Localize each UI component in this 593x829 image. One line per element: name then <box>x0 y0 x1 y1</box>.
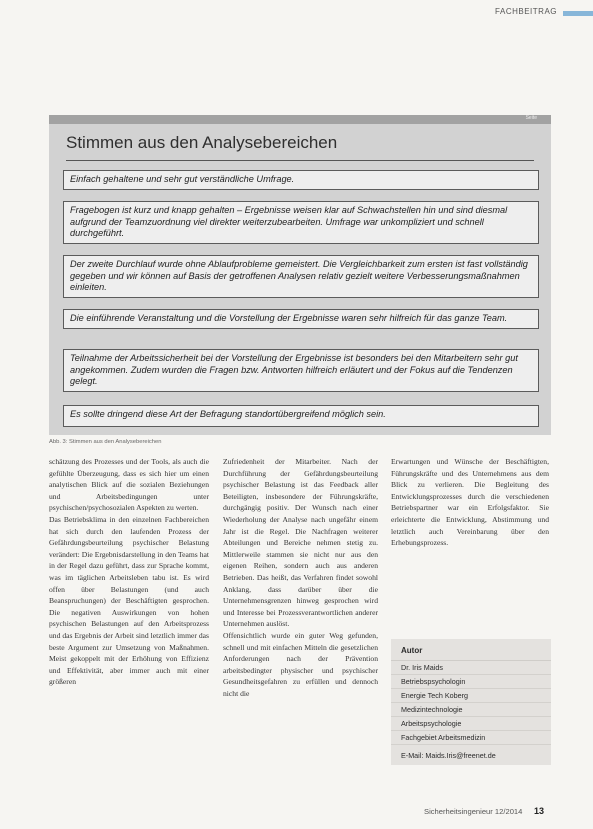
quote-box: Einfach gehaltene und sehr gut verständliche Umfrage. <box>63 170 539 190</box>
figure-caption: Abb. 3: Stimmen aus den Analysebereichen <box>49 439 162 445</box>
figure-title: Stimmen aus den Analysebereichen <box>66 133 338 152</box>
author-line: Arbeitspsychologie <box>391 717 551 731</box>
author-line: Dr. Iris Maids <box>391 661 551 675</box>
quotes-figure <box>49 115 551 435</box>
text-column-1 <box>49 456 209 688</box>
author-line: Betriebspsychologin <box>391 675 551 689</box>
author-line: Fachgebiet Arbeitsmedizin <box>391 731 551 745</box>
quote-box: Der zweite Durchlauf wurde ohne Ablaufprobleme gemeistert. Die Vergleichbarkeit zum ersten ist fast vollständig gegeben und wir können auf Basis der getroffenen Analysen relativ gezielt weitere Verbesserungsmaßnahmen einleiten. <box>63 255 539 298</box>
quote-box: Es sollte dringend diese Art der Befragung standortübergreifend möglich sein. <box>63 405 539 427</box>
paragraph: Zufriedenheit der Mitarbeiter. Nach der Durchführung der Gefährdungsbeurteilung psychischer Belastung ist das Feedback aller Beteiligten, insbesondere der Führungskräfte, durchgängig positiv. Der Wunsch nach einer Wiederholung der Analyse nach ungefähr einem Jahr ist die Regel. Die Nachfragen weiterer Abteilungen und Bereiche nehmen stetig zu. Mittlerweile stammen sie nicht nur aus den eigenen Reihen, sondern auch aus anderen Betrieben. Das heißt, das Verfahren findet sowohl Anklang, dass darüber über die Unternehmensgrenzen hinweg gesprochen wird und Interesse bei Prozessverantwortlichen anderer Unternehmen auslöst. <box>223 457 378 629</box>
publication-name: Sicherheitsingenieur 12/2014 <box>424 807 523 816</box>
paragraph: Erwartungen und Wünsche der Beschäftigten, Führungskräfte und des Unternehmens aus dem Blick zu verlieren. Die Begleitung des Entwicklungsprozesses durch die verschiedenen Betriebspartner war ein Erfolgsfaktor. Sie erleichterte die Entwicklung, Abstimmung und letztlich auch Vereinbarung über den Erhebungsprozess. <box>391 457 549 548</box>
author-box <box>391 639 551 765</box>
section-label: FACHBEITRAG <box>495 7 557 16</box>
quote-box: Die einführende Veranstaltung und die Vorstellung der Ergebnisse waren sehr hilfreich für das ganze Team. <box>63 309 539 329</box>
text-column-2 <box>223 456 378 699</box>
paragraph: Offensichtlich wurde ein guter Weg gefunden, schnell und mit einfachen Mitteln die gesetzlichen Anforderungen nach der Prävention arbeitsbedingter physischer und psychischer Gesundheitsgefahren zu erfüllen und dennoch nicht die <box>223 630 378 698</box>
quote-box: Fragebogen ist kurz und knapp gehalten – Ergebnisse weisen klar auf Schwachstellen hin und sind diesmal aufgrund der Teamzuordnung viel direkter weiterzubearbeiten. Umfrage war unkompliziert und schnell durchgeführt. <box>63 201 539 244</box>
paragraph: Das Betriebsklima in den einzelnen Fachbereichen hat sich durch den laufenden Prozess der Gefährdungsbeurteilung psychischer Belastung verändert: Die Ergebnisdarstellung in den Teams hat in der Regel dazu geführt, dass zur Sprache kommt, was im täglichen Arbeitsleben tabu ist. Es wird offen über Belastungen (und auch Beanspruchungen) der Beschäftigten gesprochen. Die negativen Auswirkungen von hohen psychischen Belastungen auf den Arbeitsprozess und das Ergebnis der Arbeit sind letztlich immer das beste Argument zur Umsetzung von Maßnahmen. Meist gekoppelt mit der Erhöhung von Effizienz und Effektivität, aber immer auch mit einer größeren <box>49 514 209 687</box>
author-email[interactable]: E-Mail: Maids.Iris@freenet.de <box>401 751 496 760</box>
paragraph: schätzung des Prozesses und der Tools, als auch die gefühlte Überzeugung, dass es sich hier um einen analytischen Blick auf die sozialen Beziehungen und Arbeitsbedingungen unter psychischen/psychosozialen Aspekten zu werten. <box>49 457 209 513</box>
quote-box: Teilnahme der Arbeitssicherheit bei der Vorstellung der Ergebnisse ist besonders bei den Mitarbeitern sehr gut angekommen. Zudem wurden die Fragen bzw. Antworten hilfreich erläutert und der Fokus auf die Tendenzen gelegt. <box>63 349 539 392</box>
author-line: Medizintechnologie <box>391 703 551 717</box>
page-number: 13 <box>534 806 545 816</box>
author-line: Energie Tech Koberg <box>391 689 551 703</box>
figure-tag: Seite <box>525 115 537 121</box>
title-divider <box>66 160 534 161</box>
text-column-3 <box>391 456 549 549</box>
header-accent-bar <box>563 11 593 16</box>
figure-top-strip <box>49 115 551 124</box>
author-heading: Autor <box>391 639 551 661</box>
